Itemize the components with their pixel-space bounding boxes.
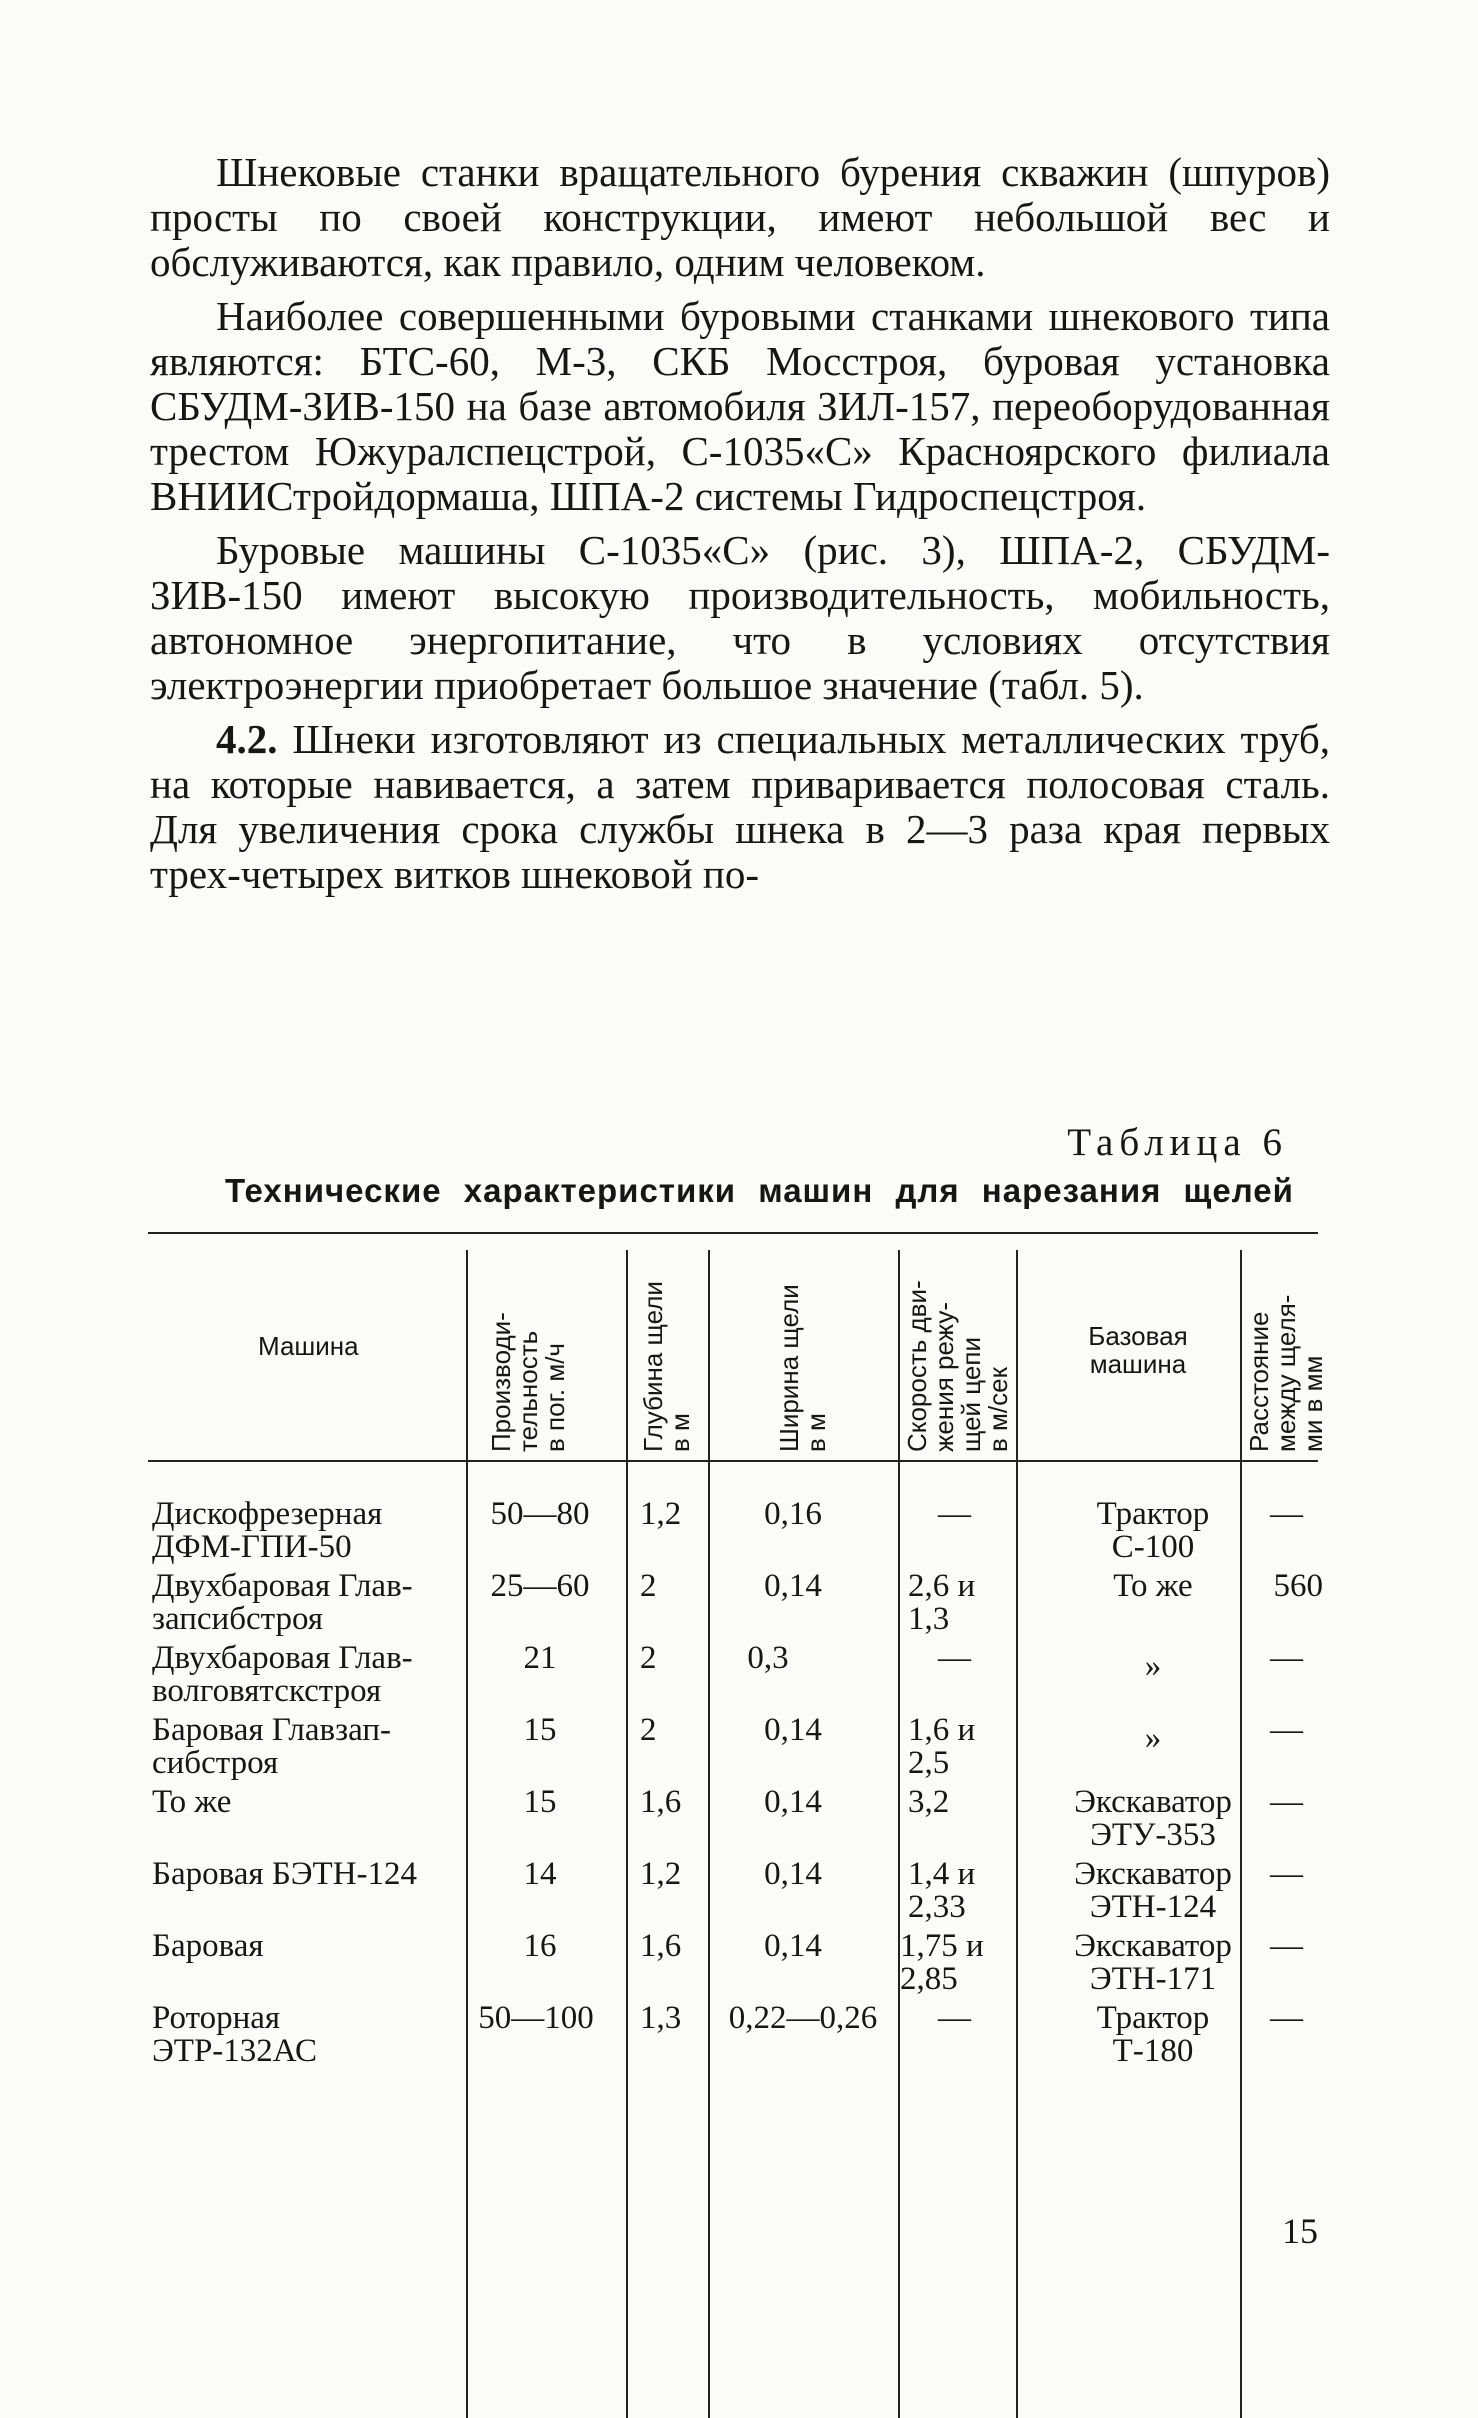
cell-productivity: 25—60 bbox=[490, 1568, 590, 1604]
section-text: Шнеки изготовляют из специальных металлических труб, на которые навивается, а затем приваривается полосовая сталь. Для увеличения срока службы шнека в 2—3 раза края первых трех-четырех витков шнековой по- bbox=[150, 716, 1330, 897]
cell-productivity: 14 bbox=[523, 1856, 557, 1892]
cell-machine: Баровая Главзап- сибстроя bbox=[152, 1712, 392, 1781]
cell-distance: — bbox=[1270, 1712, 1303, 1748]
header-base: Базовая машина bbox=[1088, 1321, 1188, 1379]
cell-depth: 1,3 bbox=[640, 2000, 682, 2036]
table-row bbox=[148, 1642, 1318, 1714]
cell-depth: 2 bbox=[640, 1568, 657, 1604]
cell-width: 0,14 bbox=[764, 1928, 822, 1964]
cell-base: Трактор С-100 bbox=[1096, 1496, 1210, 1565]
cell-machine: Роторная ЭТР-132АС bbox=[152, 2000, 317, 2069]
cell-depth: 1,6 bbox=[640, 1928, 682, 1964]
cell-machine: Дискофрезерная ДФМ-ГПИ-50 bbox=[152, 1496, 383, 1565]
header-distance: Расстояние между щеля- ми в мм bbox=[1244, 1294, 1328, 1452]
header-bottom-rule bbox=[148, 1460, 1318, 1462]
table-row bbox=[148, 1930, 1318, 2002]
cell-width: 0,16 bbox=[764, 1496, 822, 1532]
cell-machine: Двухбаровая Глав- запсибстроя bbox=[152, 1568, 413, 1637]
cell-width: 0,14 bbox=[764, 1568, 822, 1604]
cell-base: » bbox=[1144, 1720, 1162, 1756]
cell-machine: Баровая bbox=[152, 1928, 264, 1964]
cell-depth: 1,2 bbox=[640, 1856, 682, 1892]
table-row bbox=[148, 1568, 1323, 1642]
header-productivity: Производи- тельность в пог. м/ч bbox=[486, 1312, 570, 1452]
cell-base: Экскаватор ЭТУ-353 bbox=[1074, 1784, 1232, 1853]
cell-distance: — bbox=[1270, 2000, 1303, 2036]
table-row bbox=[148, 1714, 1318, 1786]
cell-distance: — bbox=[1270, 1928, 1303, 1964]
cell-base: То же bbox=[1113, 1568, 1193, 1604]
cell-distance: — bbox=[1270, 1784, 1303, 1820]
section-4-2 bbox=[150, 717, 1330, 897]
cell-speed: — bbox=[938, 1496, 971, 1532]
cell-machine: Баровая БЭТН-124 bbox=[152, 1856, 418, 1892]
cell-depth: 2 bbox=[640, 1712, 657, 1748]
cell-width: 0,22—0,26 bbox=[728, 2000, 878, 2036]
cell-depth: 2 bbox=[640, 1640, 657, 1676]
paragraph-3: Буровые машины С-1035«С» (рис. 3), ШПА-2, СБУДМ-ЗИВ-150 имеют высокую производительность, мобильность, автономное энергопитание, что в условиях отсутствия электроэнергии приобретает большое значение (табл. 5). bbox=[150, 527, 1330, 708]
header-machine: Машина bbox=[258, 1331, 359, 1361]
cell-distance: 560 bbox=[1273, 1568, 1323, 1604]
section-number: 4.2. bbox=[216, 716, 278, 762]
table-row bbox=[148, 1858, 1318, 1930]
header-depth: Глубина щели в м bbox=[638, 1281, 695, 1452]
table-row bbox=[148, 1498, 1318, 1570]
cell-productivity: 15 bbox=[523, 1784, 557, 1820]
body-text bbox=[150, 150, 1330, 906]
cell-distance: — bbox=[1270, 1496, 1303, 1532]
cell-productivity: 21 bbox=[523, 1640, 557, 1676]
cell-width: 0,3 bbox=[747, 1640, 789, 1676]
cell-machine: То же bbox=[152, 1784, 232, 1820]
paragraph-1: Шнековые станки вращательного бурения скважин (шпуров) просты по своей конструкции, имеют небольшой вес и обслуживаются, как правило, одним человеком. bbox=[150, 149, 1330, 285]
cell-base: » bbox=[1144, 1648, 1162, 1684]
cell-depth: 1,6 bbox=[640, 1784, 682, 1820]
cell-productivity: 50—100 bbox=[478, 2000, 594, 2036]
table-row bbox=[148, 1786, 1318, 1858]
cell-speed: 3,2 bbox=[908, 1784, 950, 1820]
header-width: Ширина щели в м bbox=[774, 1284, 831, 1452]
table-top-rule bbox=[148, 1232, 1318, 1234]
cell-speed: 1,75 и 2,85 bbox=[900, 1928, 984, 1997]
cell-base: Экскаватор ЭТН-171 bbox=[1074, 1928, 1232, 1997]
cell-speed: 1,6 и 2,5 bbox=[908, 1712, 976, 1781]
paragraph-2: Наиболее совершенными буровыми станками шнекового типа являются: БТС-60, М-3, СКБ Мосстроя, буровая установка СБУДМ-ЗИВ-150 на базе автомобиля ЗИЛ-157, переоборудованная трестом Южуралспецстрой, С-1035«С» Красноярского филиала ВНИИСтройдормаша, ШПА-2 системы Гидроспецстроя. bbox=[150, 293, 1330, 519]
cell-speed: — bbox=[938, 2000, 971, 2036]
cell-speed: 2,6 и 1,3 bbox=[908, 1568, 976, 1637]
table-row bbox=[148, 2002, 1318, 2074]
cell-speed: 1,4 и 2,33 bbox=[908, 1856, 976, 1925]
cell-depth: 1,2 bbox=[640, 1496, 682, 1532]
cell-speed: — bbox=[938, 1640, 971, 1676]
cell-base: Экскаватор ЭТН-124 bbox=[1074, 1856, 1232, 1925]
cell-distance: — bbox=[1270, 1640, 1303, 1676]
header-speed: Скорость дви- жения режу- щей цепи в м/сек bbox=[902, 1280, 1013, 1452]
cell-width: 0,14 bbox=[764, 1784, 822, 1820]
cell-distance: — bbox=[1270, 1856, 1303, 1892]
cell-width: 0,14 bbox=[764, 1712, 822, 1748]
cell-productivity: 50—80 bbox=[490, 1496, 590, 1532]
page-number: 15 bbox=[1282, 2211, 1318, 2251]
cell-productivity: 15 bbox=[523, 1712, 557, 1748]
cell-width: 0,14 bbox=[764, 1856, 822, 1892]
table-caption: Таблица 6 bbox=[1067, 1121, 1288, 1164]
table-title: Технические характеристики машин для нарезания щелей bbox=[225, 1172, 1294, 1209]
cell-productivity: 16 bbox=[523, 1928, 557, 1964]
cell-machine: Двухбаровая Глав- волговятскстроя bbox=[152, 1640, 413, 1709]
cell-base: Трактор Т-180 bbox=[1096, 2000, 1210, 2069]
